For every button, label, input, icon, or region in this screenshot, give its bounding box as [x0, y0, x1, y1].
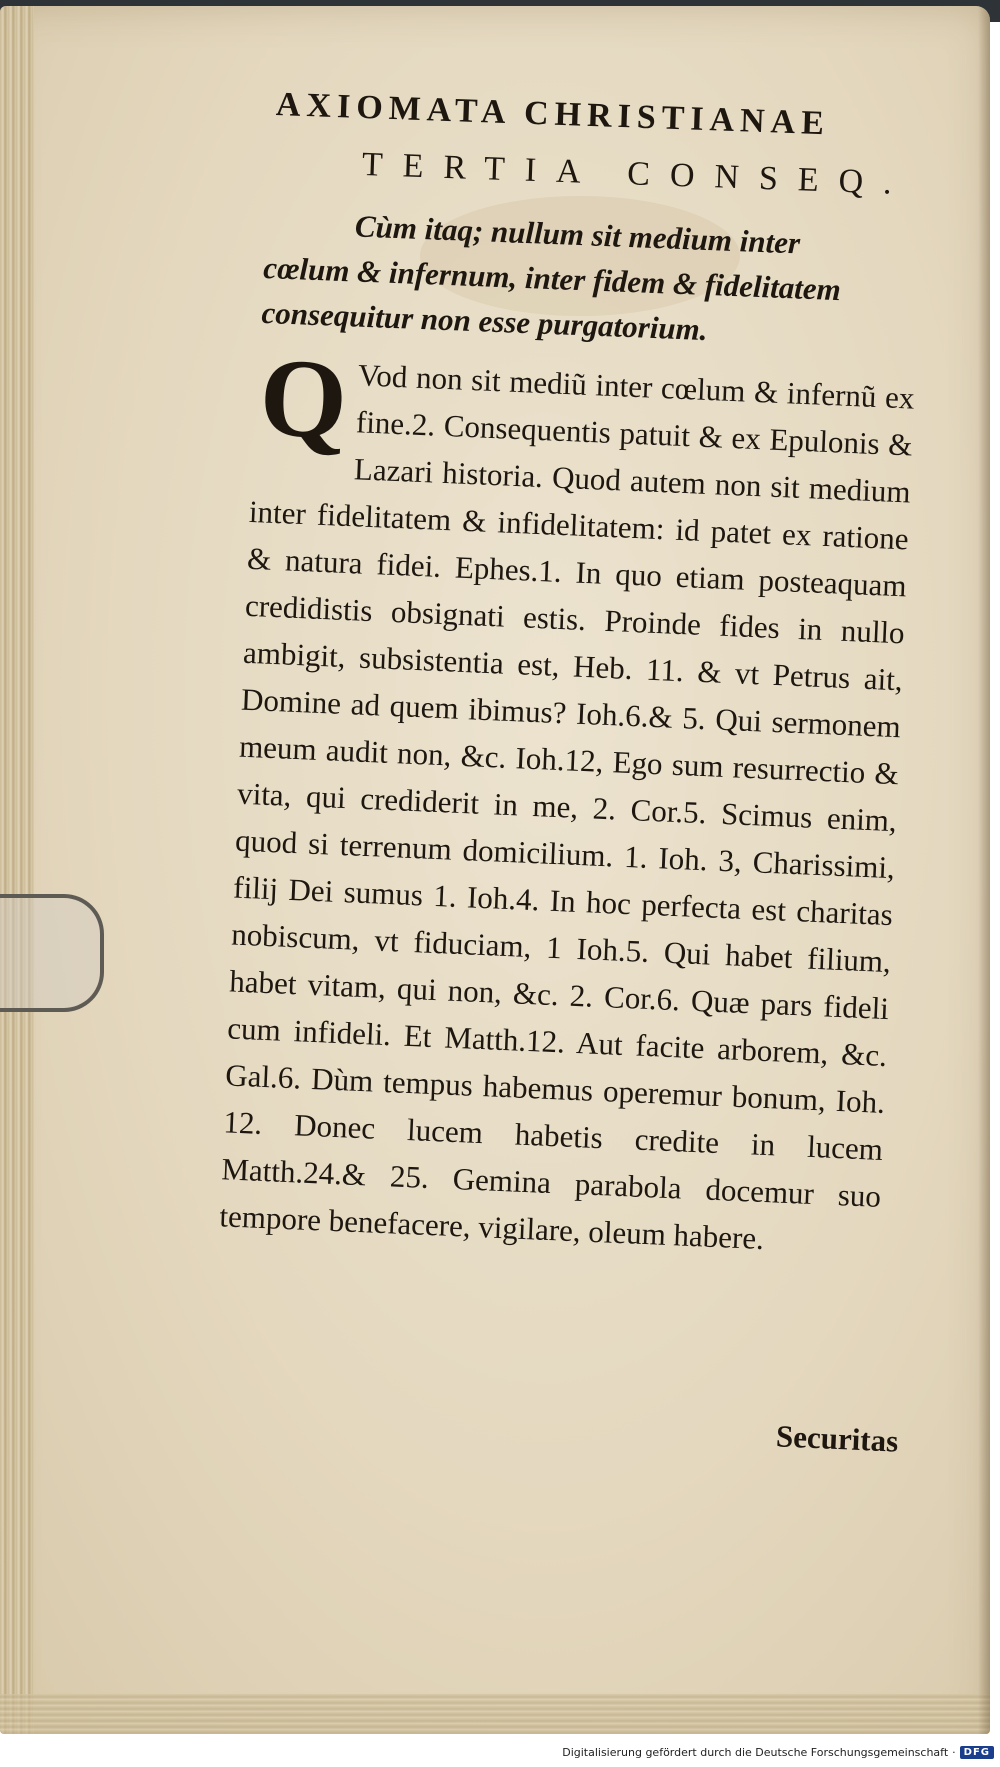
- text-block: [218, 86, 962, 1257]
- thesis-text: Cùm itaq; nullum sit medium inter cœlum & infernum, inter fidem & fidelitatem consequitur non esse purgatorium.: [261, 208, 842, 348]
- page-clip-icon: [0, 894, 104, 1012]
- section-head: TERTIA CONSEQ.: [361, 146, 913, 203]
- book-page: [0, 6, 990, 1734]
- body-paragraph: [218, 335, 916, 1267]
- page-right-shadow: [978, 6, 990, 1734]
- dfg-logo-icon: DFG: [960, 1746, 994, 1759]
- page-stack-bottom-edge: [0, 1694, 990, 1734]
- running-head: AXIOMATA CHRISTIANAE: [275, 86, 831, 143]
- body-text: Vod non sit mediũ inter cœlum & infernũ ex fine.2. Consequentis patuit & ex Epulonis & Lazari historia. Quod autem non sit medium inter fidelitatem & infidelitatem: id patet ex ratione & natura fidei. Ephes.1. In quo etiam posteaquam credidistis obsignati estis. Proinde fides in nullo ambigit, subsistentia est, Heb. 11. & vt Petrus ait, Domine ad quem ibimus? Ioh.6.& 5. Qui sermonem meum audit non, &c. Ioh.12, Ego sum resurrectio & vita, qui crediderit in me, 2. Cor.5. Scimus enim, quod si terrenum domicilium. 1. Ioh. 3, Charissimi, filij Dei sumus 1. Ioh.4. In hoc perfecta est charitas nobiscum, vt fiduciam, 1 Ioh.5. Qui habet filium, habet vitam, qui non, &c. 2. Cor.6. Quæ pars fideli cum infideli. Et Matth.12. Aut facite arborem, &c. Gal.6. Dùm tempus habemus operemur bonum, Ioh. 12. Donec lucem habetis credite in lucem Matth.24.& 25. Gemina parabola docemur suo tempore benefacere, vigilare, oleum habere.: [218, 357, 916, 1257]
- digitization-footer: [562, 1741, 994, 1763]
- footer-credit: Digitalisierung gefördert durch die Deutsche Forschungsgemeinschaft: [562, 1745, 949, 1759]
- footer-separator: ·: [952, 1745, 956, 1759]
- thesis-statement: [261, 200, 886, 359]
- drop-cap: Q: [257, 335, 350, 463]
- catchword: Securitas: [775, 1418, 899, 1459]
- page-stack-left-edge: [0, 6, 34, 1734]
